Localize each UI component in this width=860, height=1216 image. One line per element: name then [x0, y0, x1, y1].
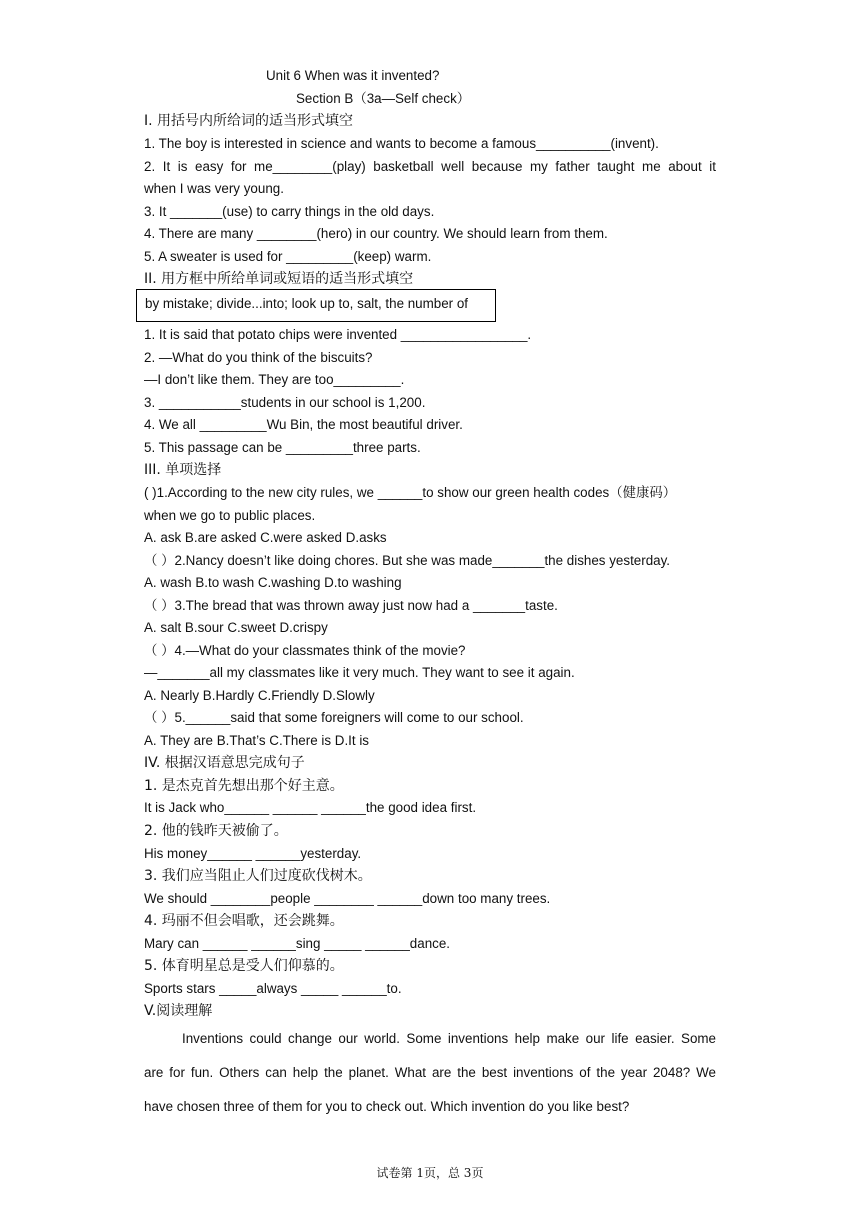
s4-item-2-en: His money______ ______yesterday. — [144, 846, 362, 861]
s2-item-1: 1. It is said that potato chips were invented _________________. — [144, 327, 532, 342]
s4-item-3-zh: 3. 我们应当阻止人们过度砍伐树木。 — [144, 868, 372, 884]
s1-item-4: 4. There are many ________(hero) in our country. We should learn from them. — [144, 226, 608, 241]
reading-line-3: have chosen three of them for you to check out. Which invention do you like best? — [144, 1099, 630, 1114]
s4-item-1-zh: 1. 是杰克首先想出那个好主意。 — [144, 778, 344, 794]
s1-item-2-cont: when I was very young. — [144, 181, 284, 196]
s3-q5-options: A. They are B.That’s C.There is D.It is — [144, 733, 369, 748]
s4-item-4-zh: 4. 玛丽不但会唱歌，还会跳舞。 — [144, 913, 344, 929]
s4-item-1-en: It is Jack who______ ______ ______the good idea first. — [144, 800, 477, 815]
s2-item-5: 5. This passage can be _________three parts. — [144, 440, 421, 455]
s4-item-5-en: Sports stars _____always _____ ______to. — [144, 981, 402, 996]
s3-q3: （ ）3.The bread that was thrown away just now had a _______taste. — [144, 598, 558, 613]
s3-q2: （ ）2.Nancy doesn’t like doing chores. But she was made_______the dishes yesterday. — [144, 553, 671, 568]
s2-item-4: 4. We all _________Wu Bin, the most beautiful driver. — [144, 417, 463, 432]
s3-q1-cont: when we go to public places. — [144, 508, 316, 523]
word-box-text: by mistake; divide...into; look up to, salt, the number of — [145, 296, 469, 311]
s4-item-4-en: Mary can ______ ______sing _____ ______dance. — [144, 936, 451, 951]
s1-item-3: 3. It _______(use) to carry things in the old days. — [144, 204, 435, 219]
word-box — [136, 289, 496, 322]
s3-q2-options: A. wash B.to wash C.washing D.to washing — [144, 575, 402, 590]
s4-item-2-zh: 2. 他的钱昨天被偷了。 — [144, 823, 288, 839]
s2-item-3: 3. ___________students in our school is 1,200. — [144, 395, 426, 410]
page-footer: 试卷第 1页，总 3页 — [376, 1166, 484, 1180]
s3-q4-cont: —_______all my classmates like it very much. They want to see it again. — [144, 665, 575, 680]
s3-q3-options: A. salt B.sour C.sweet D.crispy — [144, 620, 328, 635]
s1-item-5: 5. A sweater is used for _________(keep) warm. — [144, 249, 432, 264]
s1-item-2: 2. It is easy for me________(play) basketball well because my father taught me about it — [144, 159, 716, 174]
page-title: Unit 6 When was it invented? — [266, 68, 440, 83]
s3-q4: （ ）4.—What do your classmates think of the movie? — [144, 643, 466, 658]
s3-q1-options: A. ask B.are asked C.were asked D.asks — [144, 530, 387, 545]
s2-item-2-answer: —I don’t like them. They are too_________. — [144, 372, 405, 387]
section-2-heading: II. 用方框中所给单词或短语的适当形式填空 — [144, 271, 414, 287]
reading-line-1: Inventions could change our world. Some inventions help make our life easier. Some — [182, 1031, 716, 1046]
s1-item-1: 1. The boy is interested in science and wants to become a famous__________(invent). — [144, 136, 659, 151]
reading-line-2: are for fun. Others can help the planet. What are the best inventions of the year 2048? We — [144, 1065, 716, 1080]
section-5-heading: V.阅读理解 — [144, 1003, 213, 1019]
section-1-heading: I. 用括号内所给词的适当形式填空 — [144, 113, 354, 129]
section-4-heading: IV. 根据汉语意思完成句子 — [144, 755, 305, 771]
s3-q4-options: A. Nearly B.Hardly C.Friendly D.Slowly — [144, 688, 375, 703]
section-3-heading: III. 单项选择 — [144, 462, 222, 478]
s4-item-5-zh: 5. 体育明星总是受人们仰慕的。 — [144, 958, 344, 974]
page-subtitle: Section B（3a—Self check） — [296, 91, 471, 106]
s2-item-2: 2. —What do you think of the biscuits? — [144, 350, 373, 365]
s3-q1: ( )1.According to the new city rules, we ______to show our green health codes（健康码） — [144, 485, 677, 500]
s3-q5: （ ）5.______said that some foreigners will come to our school. — [144, 710, 524, 725]
s4-item-3-en: We should ________people ________ ______down too many trees. — [144, 891, 551, 906]
